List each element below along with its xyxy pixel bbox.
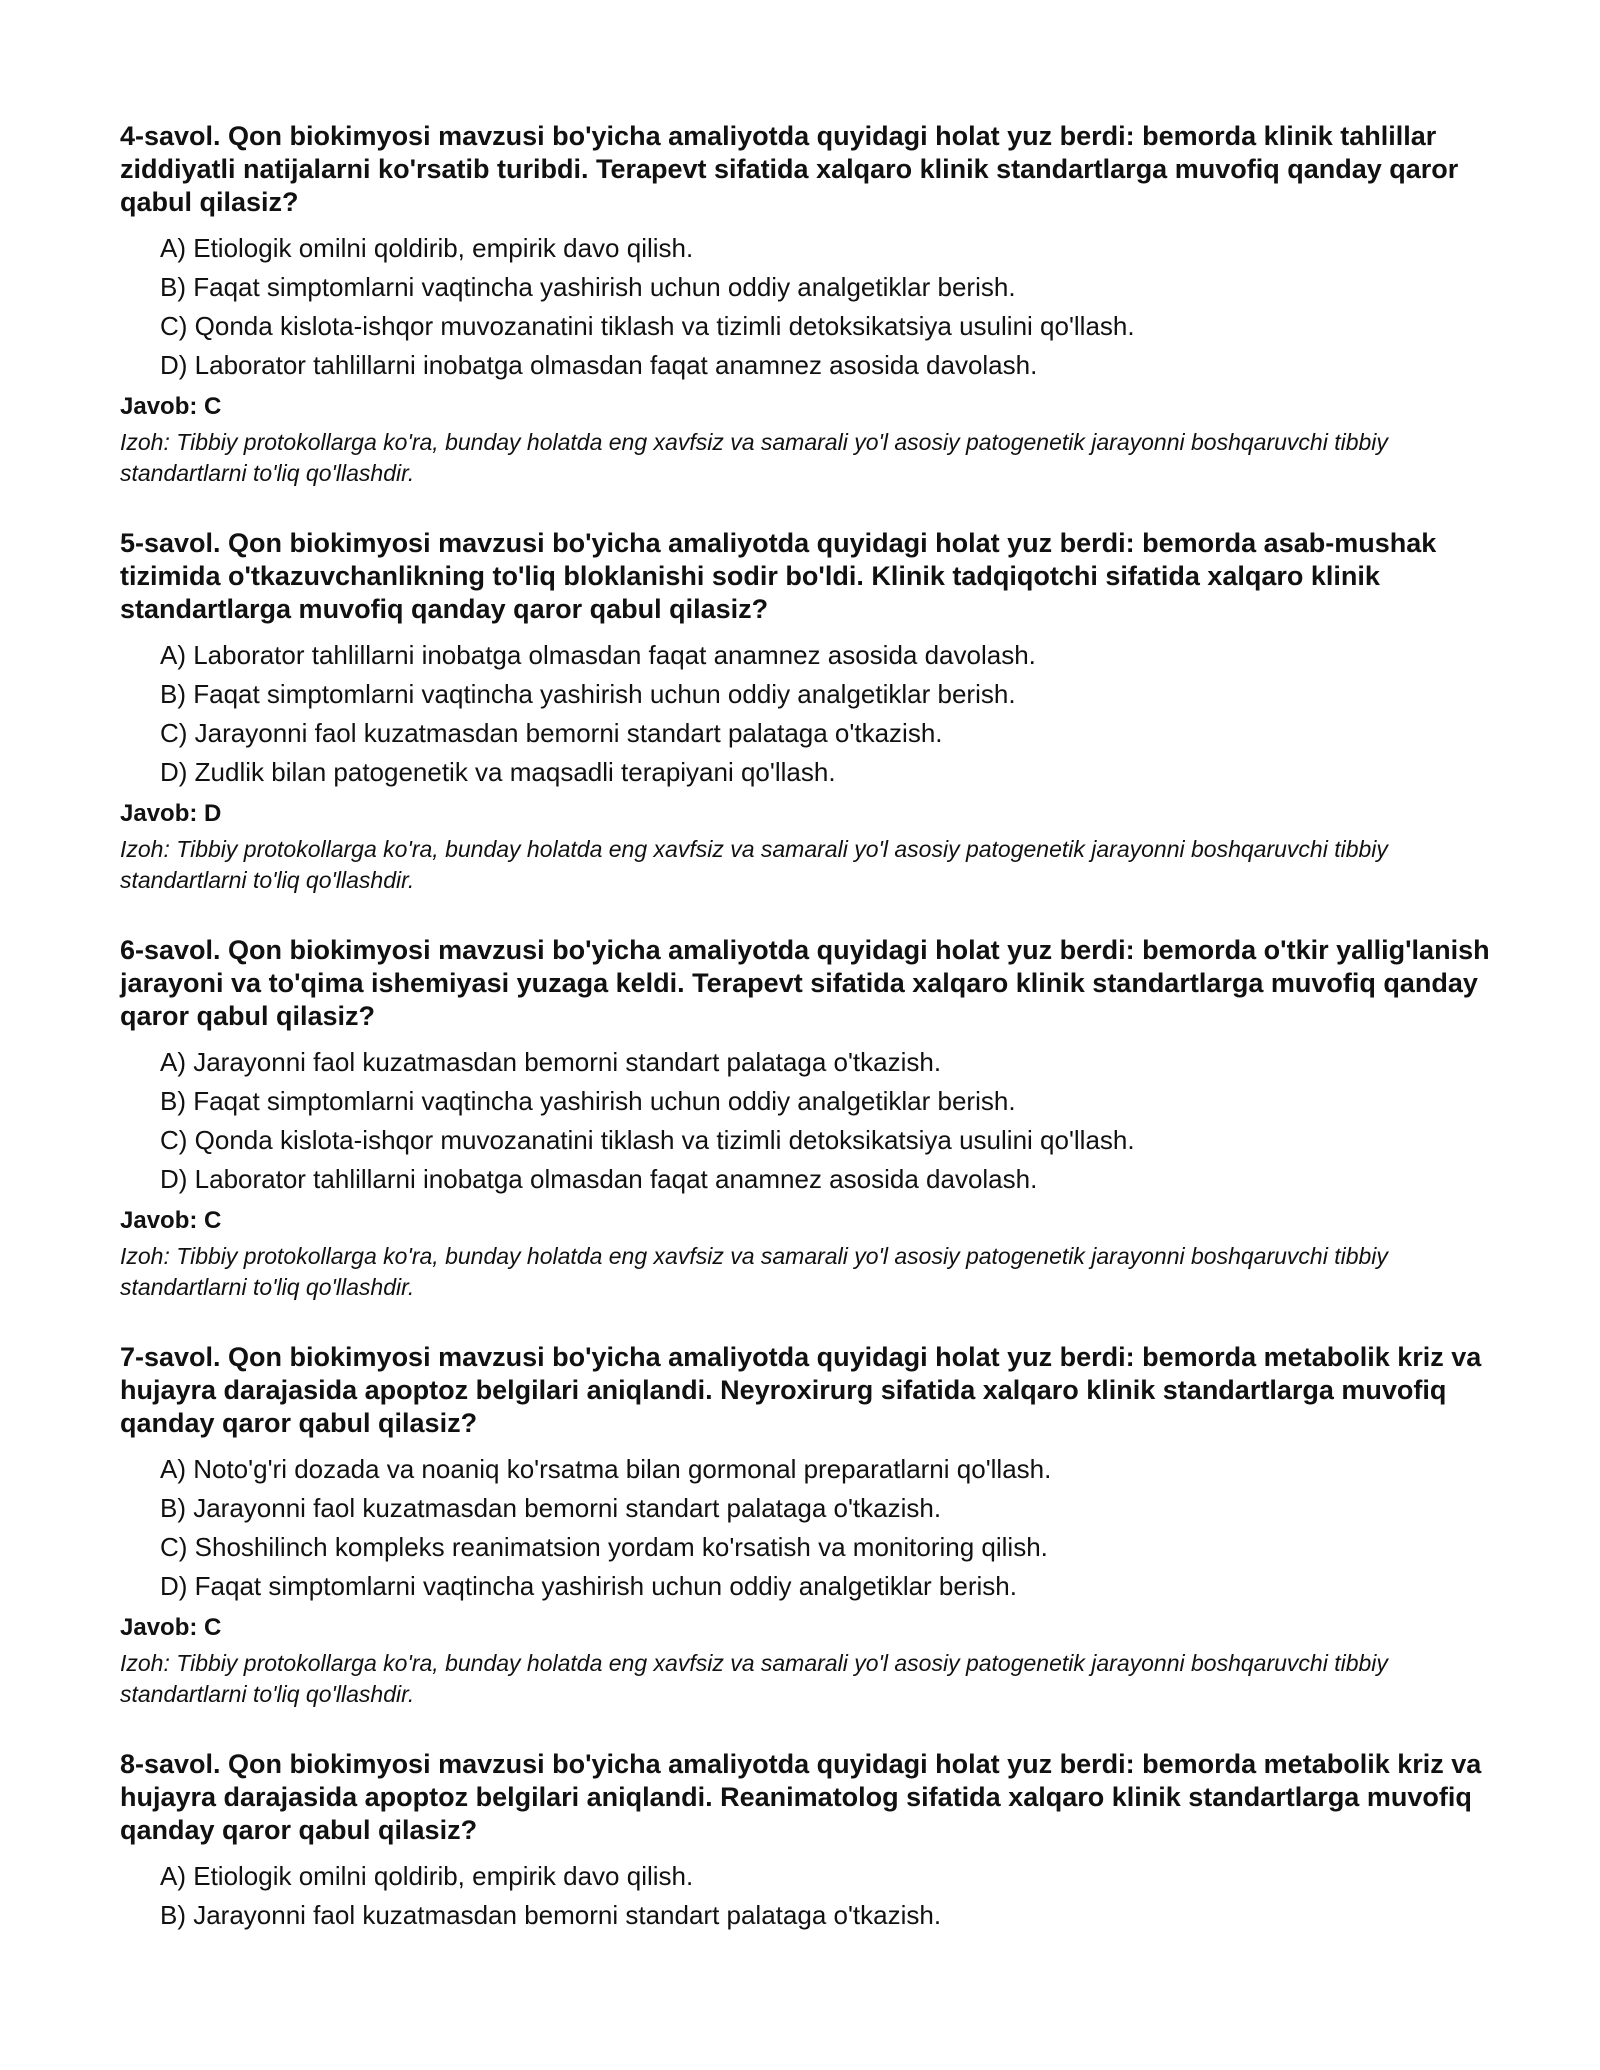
option-c: C) Jarayonni faol kuzatmasdan bemorni standart palataga o'tkazish. [160,718,943,748]
question-5 [120,527,1490,896]
option-b: B) Jarayonni faol kuzatmasdan bemorni standart palataga o'tkazish. [160,1900,942,1930]
option-d: D) Zudlik bilan patogenetik va maqsadli terapiyani qo'llash. [160,757,836,787]
option-list [120,636,1490,792]
option-a: A) Noto'g'ri dozada va noaniq ko'rsatma bilan gormonal preparatlarni qo'llash. [160,1454,1052,1484]
question-6 [120,934,1490,1303]
option-c: C) Shoshilinch kompleks reanimatsion yordam ko'rsatish va monitoring qilish. [160,1532,1048,1562]
option-b: B) Faqat simptomlarni vaqtincha yashirish uchun oddiy analgetiklar berish. [160,272,1016,302]
option-b: B) Faqat simptomlarni vaqtincha yashirish uchun oddiy analgetiklar berish. [160,679,1016,709]
option-list [120,1450,1490,1606]
explanation-text: Izoh: Tibbiy protokollarga ko'ra, bunday holatda eng xavfsiz va samarali yo'l asosiy patogenetik jarayonni boshqaruvchi tibbiy standartlarni to'liq qo'llashdir. [120,836,1388,893]
option-a: A) Jarayonni faol kuzatmasdan bemorni standart palataga o'tkazish. [160,1047,942,1077]
answer-label: Javob: D [120,800,222,827]
question-title: 8-savol. Qon biokimyosi mavzusi bo'yicha amaliyotda quyidagi holat yuz berdi: bemorda metabolik kriz va hujayra darajasida apoptoz belgilari aniqlandi. Reanimatolog sifatida xalqaro klinik standartlarga muvofiq qanday qaror qabul qilasiz? [120,1749,1482,1845]
document-page [120,120,1490,1973]
answer-label: Javob: C [120,1614,222,1641]
question-title: 5-savol. Qon biokimyosi mavzusi bo'yicha amaliyotda quyidagi holat yuz berdi: bemorda asab-mushak tizimida o'tkazuvchanlikning to'liq bloklanishi sodir bo'ldi. Klinik tadqiqotchi sifatida xalqaro klinik standartlarga muvofiq qanday qaror qabul qilasiz? [120,528,1437,624]
option-c: C) Qonda kislota-ishqor muvozanatini tiklash va tizimli detoksikatsiya usulini qo'llash. [160,311,1135,341]
question-4 [120,120,1490,489]
question-title: 6-savol. Qon biokimyosi mavzusi bo'yicha amaliyotda quyidagi holat yuz berdi: bemorda o'tkir yallig'lanish jarayoni va to'qima ishemiyasi yuzaga keldi. Terapevt sifatida xalqaro klinik standartlarga muvofiq qanday qaror qabul qilasiz? [120,935,1490,1031]
question-title: 7-savol. Qon biokimyosi mavzusi bo'yicha amaliyotda quyidagi holat yuz berdi: bemorda metabolik kriz va hujayra darajasida apoptoz belgilari aniqlandi. Neyroxirurg sifatida xalqaro klinik standartlarga muvofiq qanday qaror qabul qilasiz? [120,1342,1482,1438]
explanation-text: Izoh: Tibbiy protokollarga ko'ra, bunday holatda eng xavfsiz va samarali yo'l asosiy patogenetik jarayonni boshqaruvchi tibbiy standartlarni to'liq qo'llashdir. [120,1650,1388,1707]
option-a: A) Laborator tahlillarni inobatga olmasdan faqat anamnez asosida davolash. [160,640,1036,670]
option-list [120,1043,1490,1199]
explanation-text: Izoh: Tibbiy protokollarga ko'ra, bunday holatda eng xavfsiz va samarali yo'l asosiy patogenetik jarayonni boshqaruvchi tibbiy standartlarni to'liq qo'llashdir. [120,429,1388,486]
option-b: B) Jarayonni faol kuzatmasdan bemorni standart palataga o'tkazish. [160,1493,942,1523]
option-d: D) Laborator tahlillarni inobatga olmasdan faqat anamnez asosida davolash. [160,1164,1038,1194]
question-7 [120,1341,1490,1710]
option-list [120,1857,1490,1935]
answer-label: Javob: C [120,1207,222,1234]
explanation-text: Izoh: Tibbiy protokollarga ko'ra, bunday holatda eng xavfsiz va samarali yo'l asosiy patogenetik jarayonni boshqaruvchi tibbiy standartlarni to'liq qo'llashdir. [120,1243,1388,1300]
option-a: A) Etiologik omilni qoldirib, empirik davo qilish. [160,233,694,263]
option-b: B) Faqat simptomlarni vaqtincha yashirish uchun oddiy analgetiklar berish. [160,1086,1016,1116]
option-d: D) Faqat simptomlarni vaqtincha yashirish uchun oddiy analgetiklar berish. [160,1571,1017,1601]
question-title: 4-savol. Qon biokimyosi mavzusi bo'yicha amaliyotda quyidagi holat yuz berdi: bemorda klinik tahlillar ziddiyatli natijalarni ko'rsatib turibdi. Terapevt sifatida xalqaro klinik standartlarga muvofiq qanday qaror qabul qilasiz? [120,121,1459,217]
option-c: C) Qonda kislota-ishqor muvozanatini tiklash va tizimli detoksikatsiya usulini qo'llash. [160,1125,1135,1155]
answer-label: Javob: C [120,393,222,420]
option-a: A) Etiologik omilni qoldirib, empirik davo qilish. [160,1861,694,1891]
option-d: D) Laborator tahlillarni inobatga olmasdan faqat anamnez asosida davolash. [160,350,1038,380]
option-list [120,229,1490,385]
question-8 [120,1748,1490,1935]
